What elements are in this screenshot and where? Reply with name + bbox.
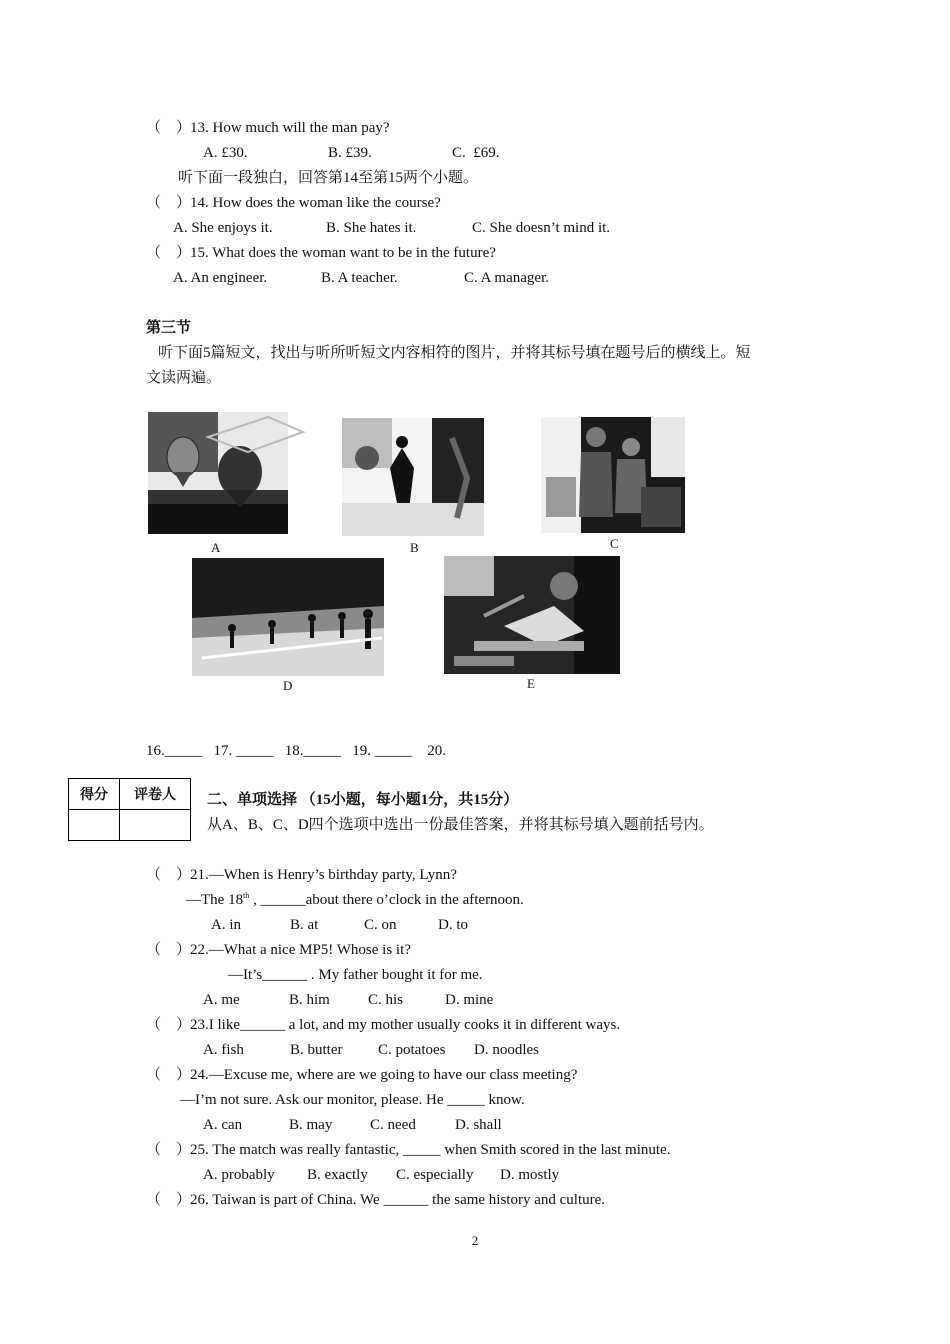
intro-14-15: 听下面一段独白，回答第14至第15两个小题。 — [178, 170, 479, 186]
q15-bracket: （ ） — [146, 245, 192, 261]
picture-d-label: D — [283, 678, 293, 693]
q15-option-b: B. A teacher. — [321, 270, 398, 286]
picture-a — [148, 412, 310, 538]
q22-bracket: （ ） — [146, 942, 192, 958]
q25-option-b: B. exactly — [307, 1167, 368, 1183]
picture-c — [541, 417, 685, 533]
q26-stem: 26. Taiwan is part of China. We ______ the same history and culture. — [190, 1192, 606, 1208]
grader-header: 评卷人 — [120, 779, 191, 810]
q13-bracket: （ ） — [146, 120, 192, 136]
grader-cell[interactable] — [120, 810, 191, 841]
section3-instruction-2: 文读两遍。 — [146, 370, 222, 386]
q25-bracket: （ ） — [146, 1142, 192, 1158]
q14-option-c: C. She doesn’t mind it. — [472, 220, 611, 236]
q22-stem: 22.—What a nice MP5! Whose is it? — [190, 942, 411, 958]
q25-stem: 25. The match was really fantastic, _____ when Smith scored in the last minute. — [190, 1142, 671, 1158]
q14-bracket: （ ） — [146, 195, 192, 211]
q15-option-a: A. An engineer. — [173, 270, 268, 286]
q22-answer: —It’s______ . My father bought it for me. — [228, 967, 483, 983]
q22-option-b: B. him — [289, 992, 330, 1008]
q25-option-a: A. probably — [203, 1167, 275, 1183]
q23-option-d: D. noodles — [474, 1042, 539, 1058]
q24-option-a: A. can — [203, 1117, 243, 1133]
q22-option-d: D. mine — [445, 992, 494, 1008]
q15-option-c: C. A manager. — [464, 270, 549, 286]
score-cell[interactable] — [69, 810, 120, 841]
q24-bracket: （ ） — [146, 1067, 192, 1083]
picture-e — [444, 556, 620, 674]
q23-stem: 23.I like______ a lot, and my mother usually cooks it in different ways. — [190, 1017, 621, 1033]
part2-heading: 二、单项选择 （15小题，每小题1分，共15分） — [207, 792, 519, 808]
q13-option-a: A. £30. — [203, 145, 248, 161]
q21-stem: 21.—When is Henry’s birthday party, Lynn? — [190, 867, 457, 883]
score-box — [68, 778, 191, 841]
part2-instruction: 从A、B、C、D四个选项中选出一份最佳答案，并将其标号填入题前括号内。 — [207, 817, 714, 833]
picture-d — [192, 558, 384, 676]
q24-option-d: D. shall — [455, 1117, 502, 1133]
q22-option-a: A. me — [203, 992, 240, 1008]
answer-blanks-16-20[interactable]: 16._____ 17. _____ 18._____ 19. _____ 20. — [146, 743, 446, 759]
q24-option-c: C. need — [370, 1117, 416, 1133]
q21-superscript: th — [243, 891, 250, 900]
q26-bracket: （ ） — [146, 1192, 192, 1208]
q14-option-b: B. She hates it. — [326, 220, 417, 236]
q25-option-c: C. especially — [396, 1167, 474, 1183]
q21-answer: —The 18th , ______about there o’clock in the afternoon. — [186, 891, 524, 908]
q15-stem: 15. What does the woman want to be in the future? — [190, 245, 496, 261]
score-header: 得分 — [69, 779, 120, 810]
q21-option-b: B. at — [290, 917, 319, 933]
section3-instruction-1: 听下面5篇短文，找出与听所听短文内容相符的图片，并将其标号填在题号后的横线上。短 — [158, 345, 751, 361]
q13-option-b: B. £39. — [328, 145, 372, 161]
picture-b — [342, 418, 484, 536]
q21-option-a: A. in — [211, 917, 241, 933]
q23-option-b: B. butter — [290, 1042, 343, 1058]
page-number: 2 — [471, 1233, 479, 1248]
picture-a-label: A — [211, 540, 221, 555]
q23-option-a: A. fish — [203, 1042, 244, 1058]
q21-bracket: （ ） — [146, 867, 192, 883]
q14-option-a: A. She enjoys it. — [173, 220, 273, 236]
picture-c-label: C — [610, 536, 619, 551]
picture-b-label: B — [410, 540, 419, 555]
q13-stem: 13. How much will the man pay? — [190, 120, 390, 136]
q21-option-d: D. to — [438, 917, 468, 933]
picture-e-label: E — [527, 676, 535, 691]
q22-option-c: C. his — [368, 992, 404, 1008]
q24-stem: 24.—Excuse me, where are we going to have our class meeting? — [190, 1067, 578, 1083]
q24-option-b: B. may — [289, 1117, 333, 1133]
q25-option-d: D. mostly — [500, 1167, 560, 1183]
q21-option-c: C. on — [364, 917, 397, 933]
section3-heading: 第三节 — [146, 320, 192, 336]
q13-option-c: C. £69. — [452, 145, 500, 161]
q23-option-c: C. potatoes — [378, 1042, 446, 1058]
q23-bracket: （ ） — [146, 1017, 192, 1033]
q14-stem: 14. How does the woman like the course? — [190, 195, 441, 211]
q24-answer: —I’m not sure. Ask our monitor, please. He _____ know. — [180, 1092, 525, 1108]
